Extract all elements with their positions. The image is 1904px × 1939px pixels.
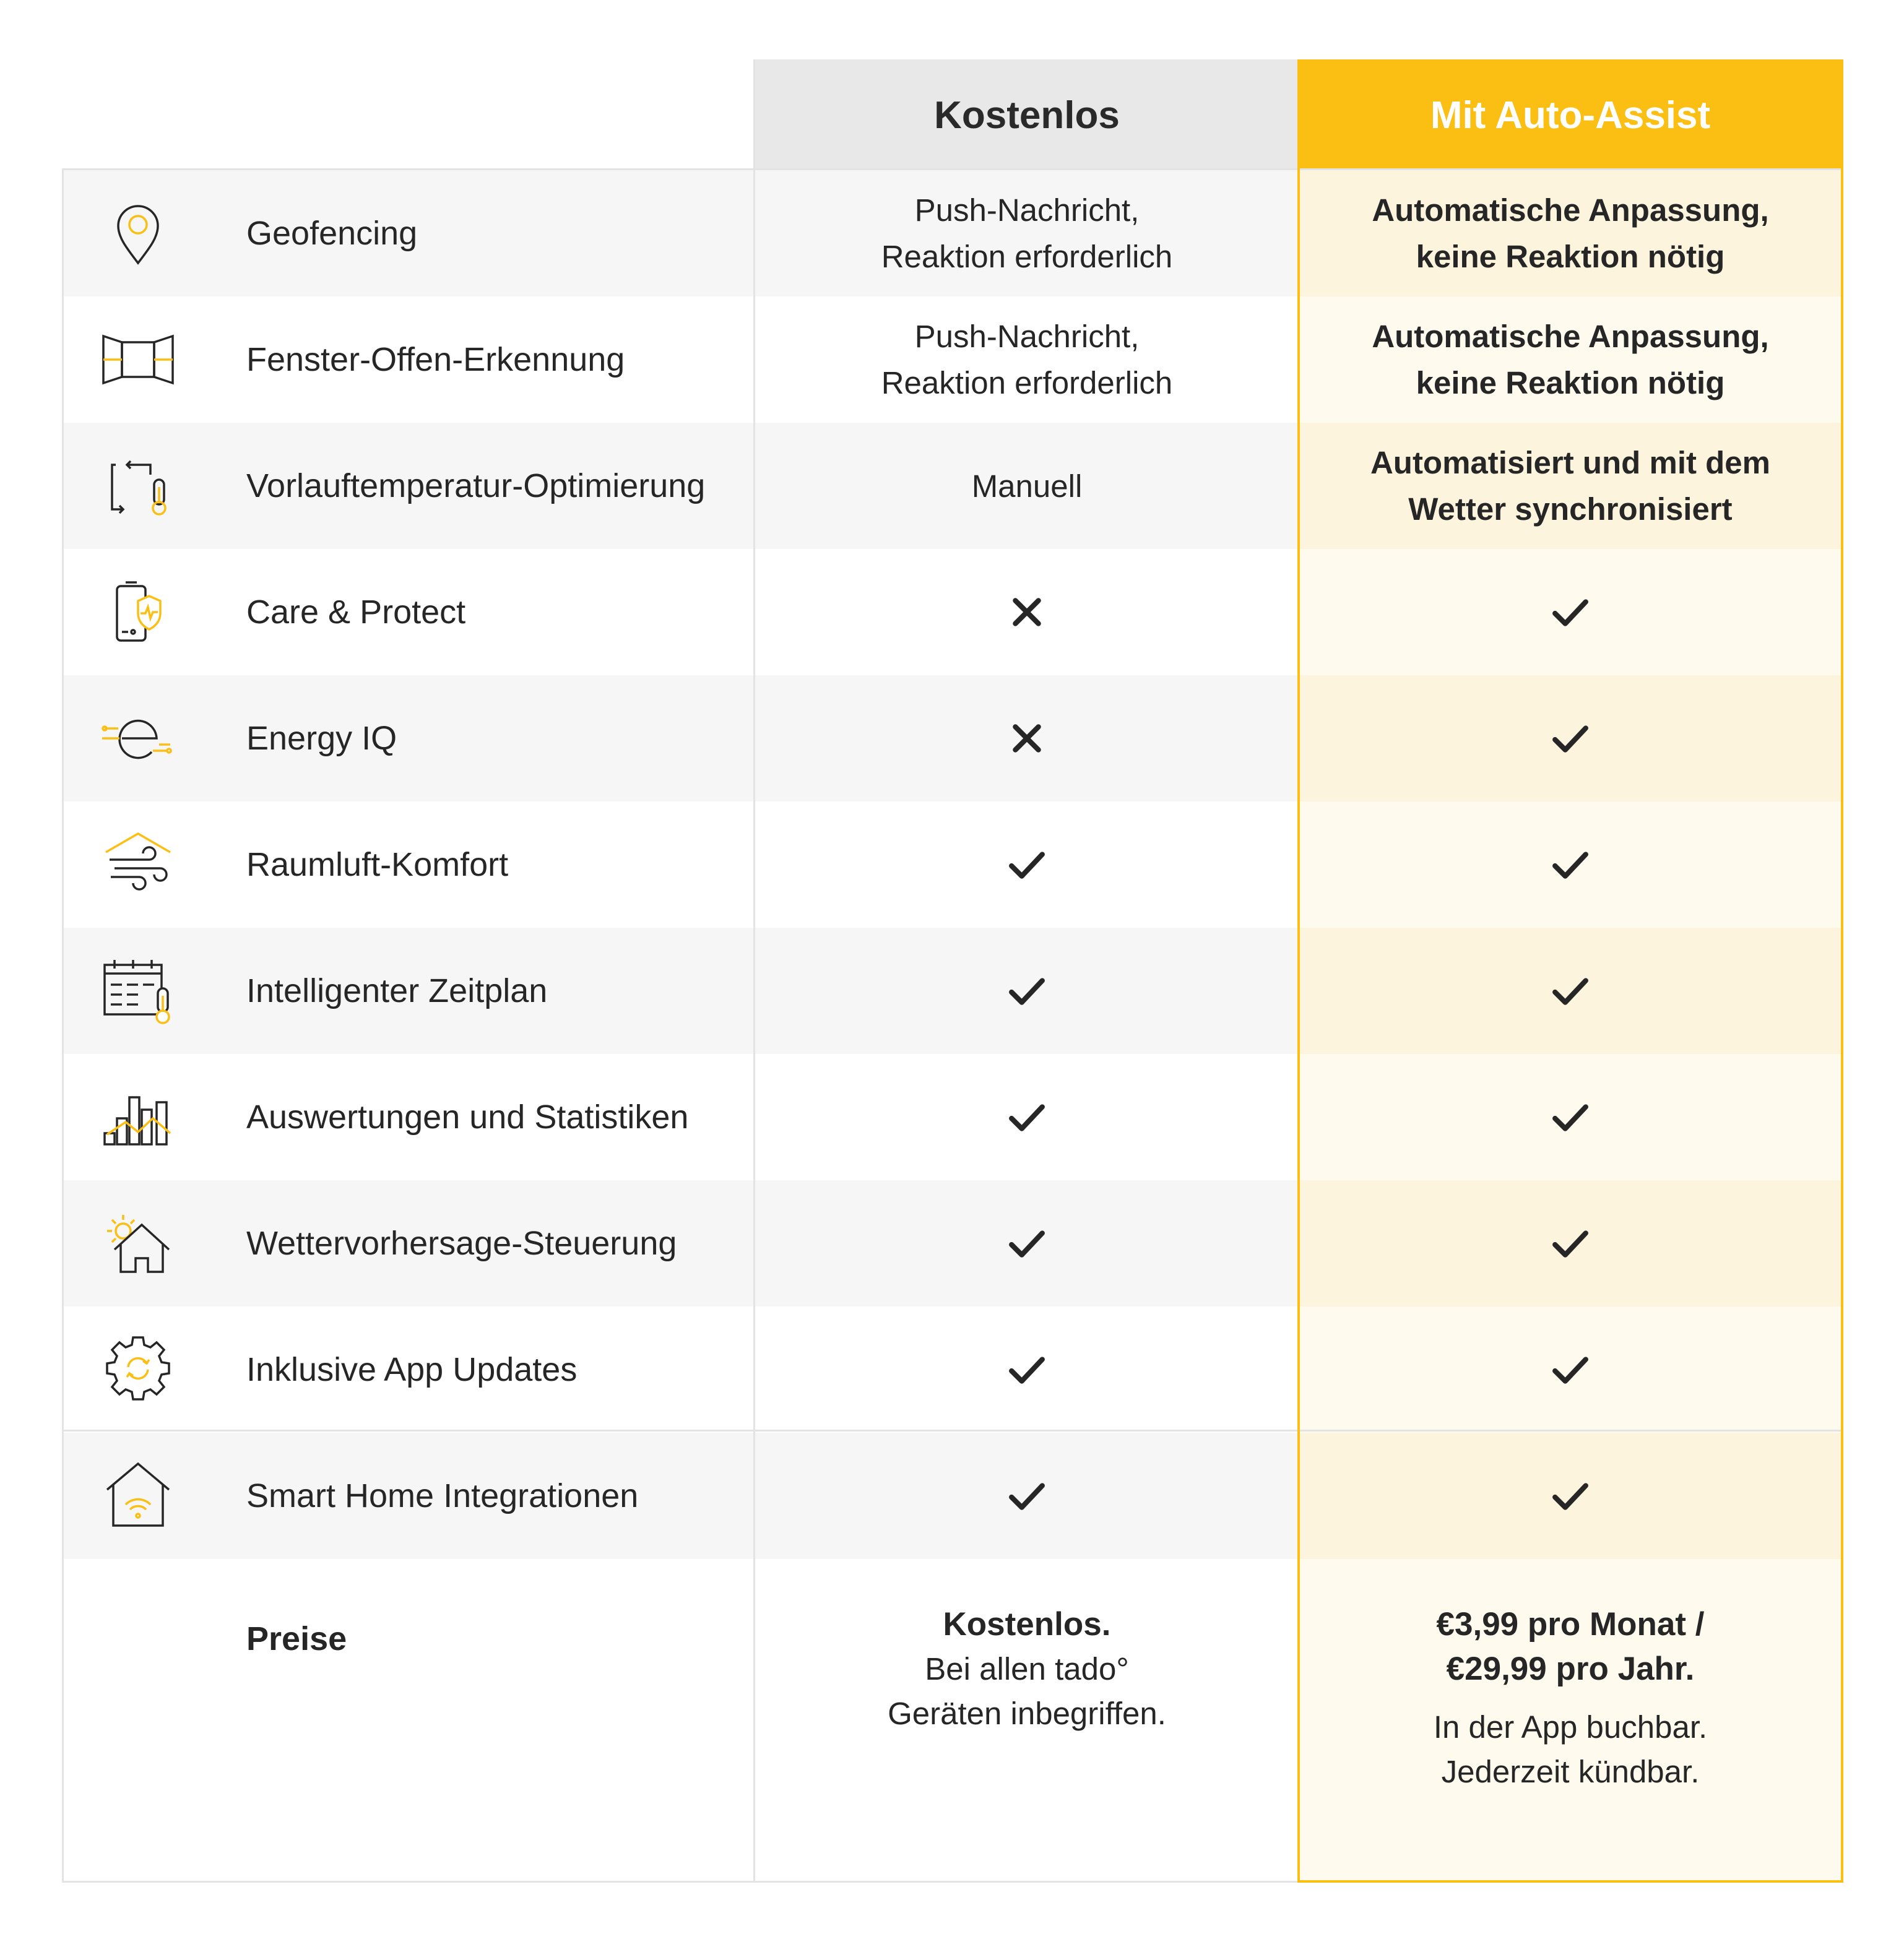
check-icon	[1008, 972, 1046, 1010]
cross-icon	[1008, 719, 1046, 758]
free-price-cell	[755, 1559, 1299, 1881]
feature-cell	[64, 296, 755, 423]
free-text-line: Push-Nachricht,	[914, 192, 1140, 228]
feature-label: Intelligenter Zeitplan	[246, 972, 548, 1009]
boiler-thermometer-icon	[101, 449, 175, 523]
free-text-line: Manuell	[971, 468, 1083, 504]
house-wifi-icon	[101, 1459, 175, 1533]
feature-label: Inklusive App Updates	[246, 1351, 578, 1388]
feature-label: Care & Protect	[246, 594, 466, 631]
check-icon	[1008, 845, 1046, 884]
auto-price-monthly: €3,99 pro Monat /	[1436, 1606, 1705, 1643]
auto-assist-column-outline	[1297, 59, 1843, 1883]
feature-label: Fenster-Offen-Erkennung	[246, 341, 625, 378]
free-cell	[755, 170, 1299, 296]
feature-cell	[64, 675, 755, 801]
free-cell	[755, 1306, 1299, 1433]
auto-text-line: Wetter synchronisiert	[1408, 491, 1733, 527]
auto-text-line: Automatisiert und mit dem	[1370, 445, 1771, 480]
feature-cell	[64, 549, 755, 675]
auto-text-line: Automatische Anpassung,	[1372, 319, 1769, 354]
feature-cell	[64, 928, 755, 1054]
column-divider	[753, 59, 755, 1883]
free-price-line: Bei allen tado°	[925, 1651, 1129, 1686]
free-cell	[755, 1433, 1299, 1559]
auto-price-note: Jederzeit kündbar.	[1441, 1754, 1700, 1789]
bar-chart-icon	[101, 1080, 175, 1154]
feature-cell	[64, 1054, 755, 1180]
header-auto-label: Mit Auto-Assist	[1430, 93, 1711, 137]
check-icon	[1008, 1350, 1046, 1389]
free-cell	[755, 1054, 1299, 1180]
device-shield-icon	[101, 575, 175, 649]
free-text-line: Reaktion erforderlich	[881, 365, 1173, 400]
check-icon	[1008, 1477, 1046, 1515]
feature-cell	[64, 801, 755, 928]
free-text-line: Reaktion erforderlich	[881, 239, 1173, 274]
calendar-thermometer-icon	[101, 954, 175, 1028]
free-cell	[755, 296, 1299, 423]
check-icon	[1008, 1098, 1046, 1136]
feature-label: Auswertungen und Statistiken	[246, 1099, 689, 1136]
feature-cell	[64, 1180, 755, 1306]
feature-label: Smart Home Integrationen	[246, 1477, 639, 1514]
feature-label: Energy IQ	[246, 720, 397, 757]
energy-e-icon	[101, 701, 175, 775]
free-cell	[755, 549, 1299, 675]
feature-cell	[64, 1433, 755, 1559]
free-cell	[755, 423, 1299, 549]
feature-label: Raumluft-Komfort	[246, 846, 509, 883]
feature-label: Vorlauftemperatur-Optimierung	[246, 467, 706, 504]
check-icon	[1008, 1224, 1046, 1263]
auto-price-yearly: €29,99 pro Jahr.	[1446, 1651, 1695, 1687]
free-cell	[755, 1180, 1299, 1306]
free-price-line: Geräten inbegriffen.	[888, 1696, 1166, 1731]
header-free-plan	[755, 59, 1299, 171]
auto-text-line: Automatische Anpassung,	[1372, 192, 1769, 228]
cross-icon	[1008, 593, 1046, 631]
feature-cell	[64, 1306, 755, 1433]
gear-refresh-icon	[101, 1332, 175, 1407]
house-air-flow-icon	[101, 827, 175, 902]
free-text-line: Push-Nachricht,	[914, 319, 1140, 354]
location-pin-icon	[101, 196, 175, 270]
free-cell	[755, 928, 1299, 1054]
open-window-icon	[101, 322, 175, 397]
feature-label: Geofencing	[246, 215, 418, 252]
feature-cell	[64, 423, 755, 549]
feature-label: Wettervorhersage-Steuerung	[246, 1225, 677, 1262]
free-cell	[755, 675, 1299, 801]
auto-text-line: keine Reaktion nötig	[1416, 239, 1725, 274]
auto-text-line: keine Reaktion nötig	[1416, 365, 1725, 400]
price-label-cell	[64, 1559, 755, 1881]
feature-cell	[64, 170, 755, 296]
header-free-label: Kostenlos	[934, 93, 1120, 137]
price-label: Preise	[246, 1620, 347, 1657]
free-cell	[755, 801, 1299, 928]
sun-house-icon	[101, 1206, 175, 1280]
free-price-title: Kostenlos.	[943, 1606, 1111, 1643]
auto-price-note: In der App buchbar.	[1433, 1709, 1708, 1745]
